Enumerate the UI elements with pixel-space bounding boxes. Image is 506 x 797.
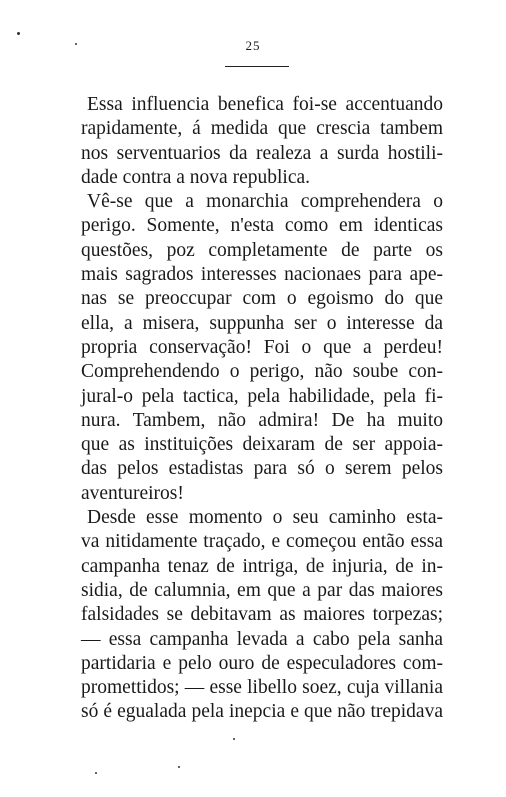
text-line: rapidamente, á medida que crescia tambem	[81, 118, 443, 140]
scan-speck	[17, 32, 20, 35]
text-line: nas se preoccupar com o egoismo do que	[81, 288, 443, 310]
text-line: sidia, de calumnia, em que a par das maiores	[81, 579, 443, 601]
text-line: nos serventuarios da realeza a surda hostili-	[81, 142, 443, 164]
scan-speck	[178, 766, 180, 768]
text-line: — essa campanha levada a cabo pela sanha	[81, 628, 443, 650]
text-line: nura. Tambem, não admira! De ha muito	[81, 409, 443, 431]
text-line: Comprehendendo o perigo, não soube con-	[81, 361, 443, 383]
text-line: partidaria e pelo ouro de especuladores com-	[81, 652, 443, 674]
scan-speck	[95, 772, 97, 774]
text-line: só é egualada pela inepcia e que não trepidava	[81, 701, 443, 723]
text-line: ella, a misera, suppunha ser o interesse da	[81, 312, 443, 334]
text-line: va nitidamente traçado, e começou então essa	[81, 531, 443, 553]
text-line: questões, poz completamente de parte os	[81, 239, 443, 261]
text-line: aventureiros!	[81, 482, 184, 504]
text-line: dade contra a nova republica.	[81, 166, 311, 188]
text-line: mais sagrados interesses nacionaes para ape-	[81, 264, 443, 286]
text-line: perigo. Somente, n'esta como em identicas	[81, 215, 443, 237]
text-line: jural-o pela tactica, pela habilidade, pela fi-	[81, 385, 443, 407]
text-line: falsidades se debitavam as maiores torpezas;	[81, 604, 443, 626]
text-line: Vê-se que a monarchia comprehendera o	[87, 191, 443, 213]
header-rule	[225, 66, 289, 67]
text-line: das pelos estadistas para só o serem pelos	[81, 458, 443, 480]
scan-speck	[75, 43, 77, 45]
page-number: 25	[245, 38, 261, 53]
text-line: que as instituições deixaram de ser appoia-	[81, 434, 443, 456]
text-line: Essa influencia benefica foi-se accentuando	[87, 94, 443, 115]
body-text	[81, 93, 443, 725]
text-line: propria conservação! Foi o que a perdeu!	[81, 336, 443, 358]
text-line: Desde esse momento o seu caminho esta-	[87, 507, 443, 529]
text-line: campanha tenaz de intriga, de injuria, de in-	[81, 555, 443, 577]
text-line: promettidos; — esse libello soez, cuja villania	[81, 677, 443, 699]
scan-speck	[233, 738, 235, 740]
